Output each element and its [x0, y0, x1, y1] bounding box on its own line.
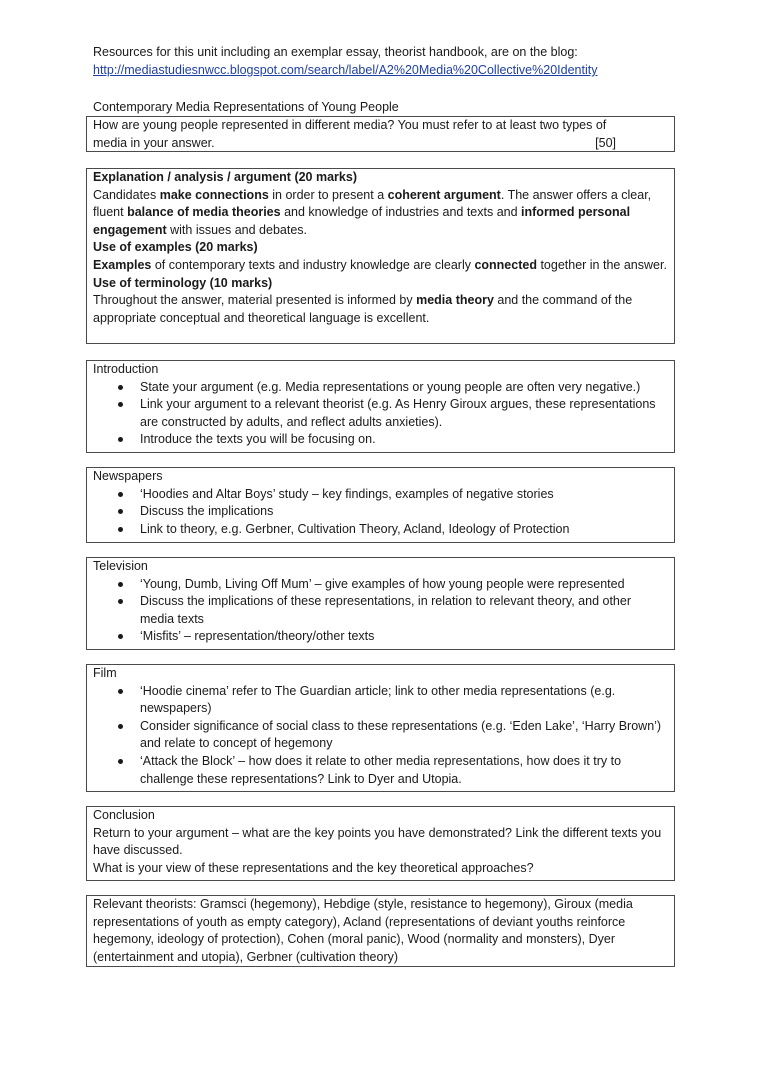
question-line-2: media in your answer. — [93, 135, 215, 150]
film-box — [86, 664, 675, 792]
list-item: Discuss the implications — [140, 503, 668, 521]
list-item: Discuss the implications of these representations, in relation to relevant theory, and other media texts — [140, 593, 668, 628]
film-heading: Film — [93, 666, 117, 680]
criteria-paragraph-examples: Examples of contemporary texts and industry knowledge are clearly connected together in the answer. — [93, 257, 667, 272]
list-item: Consider significance of social class to these representations (e.g. ‘Eden Lake’, ‘Harry Brown’) and relate to concept of hegemony — [140, 718, 668, 753]
newspapers-box — [86, 467, 675, 543]
criteria-paragraph-explanation: Candidates make connections in order to present a coherent argument. The answer offers a clear, fluent balance of media theories and knowledge of industries and texts and informed personal engagement with issues and debates. — [93, 187, 652, 237]
list-item: ‘Hoodie cinema’ refer to The Guardian article; link to other media representations (e.g. newspapers) — [140, 683, 668, 718]
introduction-box — [86, 360, 675, 453]
list-item: ‘Attack the Block’ – how does it relate to other media representations, how does it try to challenge these representations? Link to Dyer and Utopia. — [140, 753, 668, 788]
television-heading: Television — [93, 559, 148, 573]
list-item: Link to theory, e.g. Gerbner, Cultivation Theory, Acland, Ideology of Protection — [140, 521, 668, 539]
criteria-paragraph-terminology: Throughout the answer, material presented is informed by media theory and the command of the appropriate conceptual and theoretical language is excellent. — [93, 293, 633, 325]
list-item: Introduce the texts you will be focusing on. — [140, 431, 668, 449]
resources-line: Resources for this unit including an exemplar essay, theorist handbook, are on the blog: — [93, 45, 578, 59]
introduction-list — [93, 379, 668, 449]
introduction-heading: Introduction — [93, 362, 159, 376]
list-item: State your argument (e.g. Media representations or young people are often very negative.) — [140, 379, 668, 397]
criteria-heading-terminology: Use of terminology (10 marks) — [93, 275, 273, 290]
list-item: ‘Hoodies and Altar Boys’ study – key findings, examples of negative stories — [140, 486, 668, 504]
film-list — [93, 683, 668, 789]
conclusion-line-2: What is your view of these representations and the key theoretical approaches? — [93, 860, 534, 875]
criteria-heading-examples: Use of examples (20 marks) — [93, 240, 258, 255]
marking-criteria-box — [86, 168, 675, 344]
list-item: ‘Young, Dumb, Living Off Mum’ – give examples of how young people were represented — [140, 576, 668, 594]
list-item: Link your argument to a relevant theorist (e.g. As Henry Giroux argues, these representations are constructed by adults, and reflect adults anxieties). — [140, 396, 668, 431]
television-list — [93, 576, 668, 646]
question-marks: [50] — [595, 135, 616, 150]
blog-link[interactable] — [93, 62, 693, 80]
theorists-text: Relevant theorists: Gramsci (hegemony), Hebdige (style, resistance to hegemony), Giroux (media representations of youth as empty category), Acland (representations of deviant youths reinforce hegemony, ideology of protection), Cohen (moral panic), Wood (normality and monsters), Dyer (entertainment and utopia), Gerbner (cultivation theory) — [93, 897, 633, 964]
page-title: Contemporary Media Representations of Young People — [93, 100, 399, 114]
question-line-1: How are young people represented in different media? You must refer to at least two types of — [93, 118, 607, 132]
newspapers-heading: Newspapers — [93, 469, 163, 483]
criteria-heading-explanation: Explanation / analysis / argument (20 marks) — [93, 170, 357, 184]
conclusion-line-1: Return to your argument – what are the key points you have demonstrated? Link the different texts you have discussed. — [93, 825, 662, 858]
question-box — [86, 116, 675, 152]
question-line-2-row — [93, 135, 668, 153]
theorists-box — [86, 895, 675, 967]
newspapers-list — [93, 486, 668, 539]
list-item: ‘Misfits’ – representation/theory/other texts — [140, 628, 668, 646]
television-box — [86, 557, 675, 650]
conclusion-box — [86, 806, 675, 881]
blog-link-text[interactable]: http://mediastudiesnwcc.blogspot.com/search/label/A2%20Media%20Collective%20Identity — [93, 63, 598, 77]
conclusion-heading: Conclusion — [93, 808, 155, 822]
